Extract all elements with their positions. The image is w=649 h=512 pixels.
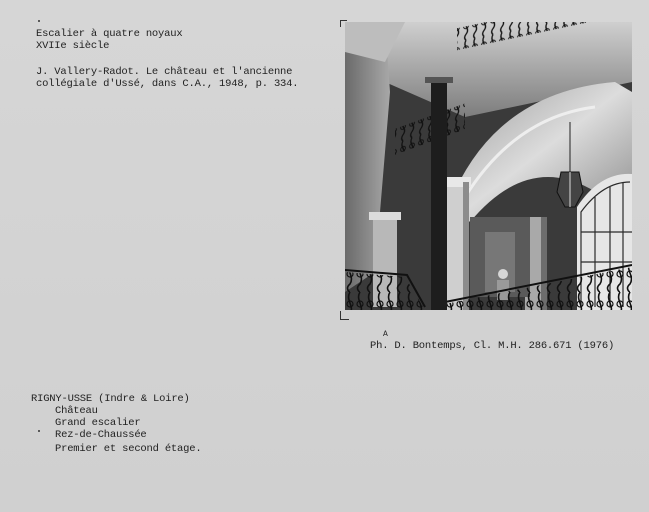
reference-line-2: collégiale d'Ussé, dans C.A., 1948, p. 334. bbox=[36, 78, 299, 90]
photo-corner-mark bbox=[340, 311, 349, 320]
reference-line-1: J. Vallery-Radot. Le château et l'ancienne bbox=[36, 66, 293, 78]
photo-credit: Ph. D. Bontemps, Cl. M.H. 286.671 (1976) bbox=[370, 340, 615, 352]
bullet-dot bbox=[38, 20, 40, 22]
title-line-1: Escalier à quatre noyaux bbox=[36, 28, 183, 40]
staircase-photo bbox=[345, 22, 632, 310]
location-line-3: Rez-de-Chaussée bbox=[55, 429, 147, 441]
location-line-1: Château bbox=[55, 405, 98, 417]
location-place: RIGNY-USSE (Indre & Loire) bbox=[31, 393, 190, 405]
photo-credit-mark: A bbox=[383, 330, 388, 339]
location-line-4: Premier et second étage. bbox=[55, 443, 202, 455]
bullet-dot bbox=[38, 430, 40, 432]
location-line-2: Grand escalier bbox=[55, 417, 141, 429]
staircase-photo-image bbox=[345, 22, 632, 310]
title-line-2: XVIIe siècle bbox=[36, 40, 110, 52]
